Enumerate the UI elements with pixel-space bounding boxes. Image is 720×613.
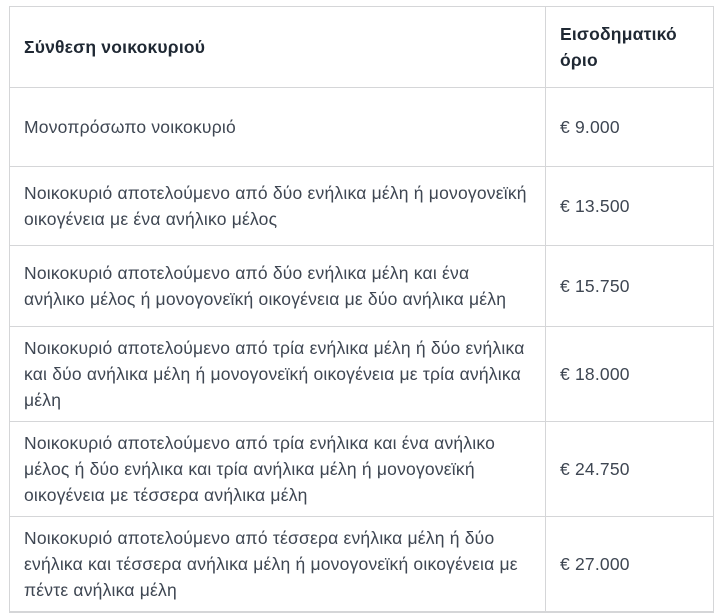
column-header-household-composition: Σύνθεση νοικοκυριού bbox=[10, 7, 546, 88]
income-limit-cell: € 9.000 bbox=[546, 88, 714, 167]
income-limits-table bbox=[9, 6, 714, 613]
income-limit-cell: € 15.750 bbox=[546, 246, 714, 327]
table-row bbox=[10, 246, 714, 327]
household-composition-cell: Νοικοκυριό αποτελούμενο από δύο ενήλικα μέλη και ένα ανήλικο μέλος ή μονογονεϊκή οικογένεια με δύο ανήλικα μέλη bbox=[10, 246, 546, 327]
household-composition-cell: Νοικοκυριό αποτελούμενο από τρία ενήλικα και ένα ανήλικο μέλος ή δύο ενήλικα και τρία ανήλικα μέλη ή μονογονεϊκή οικογένεια με τέσσερα ανήλικα μέλη bbox=[10, 422, 546, 517]
income-limit-cell: € 24.750 bbox=[546, 422, 714, 517]
income-limit-cell: € 27.000 bbox=[546, 517, 714, 613]
household-composition-cell: Νοικοκυριό αποτελούμενο από δύο ενήλικα μέλη ή μονογονεϊκή οικογένεια με ένα ανήλικο μέλος bbox=[10, 167, 546, 246]
income-limit-cell: € 13.500 bbox=[546, 167, 714, 246]
table-row bbox=[10, 88, 714, 167]
table-header-row bbox=[10, 7, 714, 88]
table-row bbox=[10, 422, 714, 517]
table-row bbox=[10, 327, 714, 422]
income-limit-cell: € 18.000 bbox=[546, 327, 714, 422]
household-composition-cell: Νοικοκυριό αποτελούμενο από τέσσερα ενήλικα μέλη ή δύο ενήλικα και τέσσερα ανήλικα μέλη ή μονογονεϊκή οικογένεια με πέντε ανήλικα μέλη bbox=[10, 517, 546, 613]
household-composition-cell: Μονοπρόσωπο νοικοκυριό bbox=[10, 88, 546, 167]
table-row bbox=[10, 167, 714, 246]
table-row bbox=[10, 517, 714, 613]
household-composition-cell: Νοικοκυριό αποτελούμενο από τρία ενήλικα μέλη ή δύο ενήλικα και δύο ανήλικα μέλη ή μονογονεϊκή οικογένεια με τρία ανήλικα μέλη bbox=[10, 327, 546, 422]
column-header-income-limit: Εισοδηματικό όριο bbox=[546, 7, 714, 88]
